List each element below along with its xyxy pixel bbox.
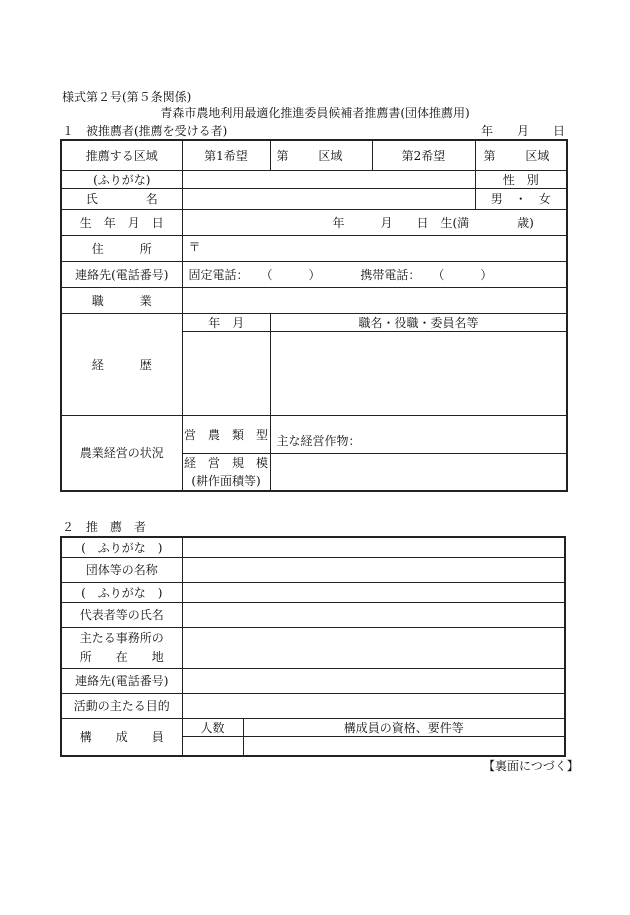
occupation-label: 職 業 [61,287,182,313]
date-year-label: 年 [481,124,494,138]
mobile-label: 携帯電話： （ ） [360,267,493,282]
farm-scale-label: 経 営 規 模 [183,455,268,470]
pref1-kuiki: 区域 [318,148,343,163]
office-label-cell [61,627,182,668]
nominee-table [60,139,568,492]
career-cell [182,313,567,415]
career-subtable [183,314,567,415]
occupation-field[interactable] [182,287,567,313]
career-year-month-field[interactable] [183,332,271,415]
career-position-header: 職名・役職・委員名等 [271,314,567,332]
furigana-field[interactable] [182,170,475,188]
pref2-label: 第2希望 [372,140,475,170]
farm-type-field[interactable] [270,415,567,453]
career-position-field[interactable] [271,332,567,415]
gender-label: 性 別 [475,170,567,188]
qualification-label: 構成員の資格、要件等 [243,718,565,736]
career-label: 経 歴 [61,313,182,415]
recommender-table [60,536,566,757]
pref1-dai: 第 [276,148,289,163]
date-month-label: 月 [517,124,530,138]
pref1-area-field[interactable] [270,140,372,170]
landline-label: 固定電話： （ ） [188,267,321,282]
office-address-field[interactable] [182,627,565,668]
address-field[interactable] [182,235,567,261]
form-number: 様式第２号(第５条関係) [62,90,192,104]
count-field[interactable] [182,736,243,756]
qualification-field[interactable] [243,736,565,756]
name-field[interactable] [182,188,475,209]
date-day-label: 日 [553,124,566,138]
farm-type-label: 営 農 類 型 [182,415,270,453]
address-label: 住 所 [61,235,182,261]
contact-field[interactable] [182,261,567,287]
area-label: 推薦する区域 [61,140,182,170]
farm-scale-sub: (耕作面積等) [191,473,261,488]
furigana-label: (ふりがな) [61,170,182,188]
org-furigana-label: ( ふりがな ) [61,537,182,557]
activity-field[interactable] [182,693,565,718]
office-label-2: 所 在 地 [79,649,164,664]
contact-label: 連絡先(電話番号) [61,261,182,287]
members-label: 構 成 員 [61,718,182,756]
office-label-1: 主たる事務所の [79,630,164,645]
main-crops-label: 主な経営作物： [276,433,361,448]
rep-name-label: 代表者等の氏名 [61,602,182,627]
pref2-area-field[interactable] [475,140,567,170]
count-label: 人数 [182,718,243,736]
postal-mark: 〒 [188,239,201,254]
farm-scale-field[interactable] [270,453,567,491]
gender-options[interactable]: 男 ・ 女 [475,188,567,209]
farm-label: 農業経営の状況 [61,415,182,491]
section2-heading: ２ 推 薦 者 [62,520,147,534]
pref2-kuiki: 区域 [525,148,550,163]
continue-note: 【裏面につづく】 [483,759,579,773]
farm-scale-label-cell [182,453,270,491]
pref2-dai: 第 [483,148,496,163]
birth-label: 生 年 月 日 [61,209,182,235]
rec-contact-label: 連絡先(電話番号) [61,668,182,693]
career-year-month-header: 年 月 [183,314,271,332]
rep-furigana-label: ( ふりがな ) [61,582,182,602]
birth-field[interactable]: 年 月 日 生(満 歳) [182,209,567,235]
section1-heading: １ 被推薦者(推薦を受ける者) [62,124,228,138]
rec-contact-field[interactable] [182,668,565,693]
org-name-label: 団体等の名称 [61,557,182,582]
rep-furigana-field[interactable] [182,582,565,602]
activity-label: 活動の主たる目的 [61,693,182,718]
rep-name-field[interactable] [182,602,565,627]
pref1-label: 第1希望 [182,140,270,170]
org-furigana-field[interactable] [182,537,565,557]
org-name-field[interactable] [182,557,565,582]
name-label: 氏 名 [61,188,182,209]
form-title: 青森市農地利用最適化推進委員候補者推薦書(団体推薦用) [160,106,470,120]
